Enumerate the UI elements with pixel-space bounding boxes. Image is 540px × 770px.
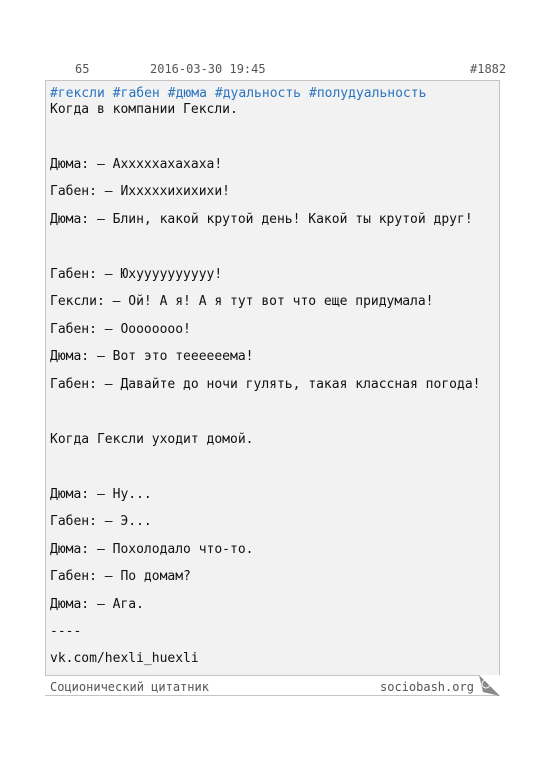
quote-line: Дюма: – Похолодало что-то. — [50, 542, 254, 557]
quote-line: Дюма: – Ну... — [50, 487, 152, 502]
site-name: Соционический цитатник — [50, 680, 209, 694]
tag-link[interactable]: #полудуальность — [309, 86, 427, 101]
quote-line: Когда в компании Гексли. — [50, 102, 238, 117]
quote-line: Дюма: – Ага. — [50, 597, 144, 612]
tag-link[interactable]: #гексли — [50, 86, 105, 101]
quote-line: Габен: – Юхуууууууууу! — [50, 267, 223, 282]
site-domain-link[interactable]: sociobash.org — [380, 680, 474, 694]
tag-link[interactable]: #дуальность — [214, 86, 301, 101]
quote-datetime: 2016-03-30 19:45 — [150, 62, 266, 76]
quote-id-link[interactable]: #1882 — [470, 62, 507, 76]
quote-line: Габен: – Э... — [50, 514, 152, 529]
quote-line: Дюма: – Блин, какой крутой день! Какой ты крутой друг! — [50, 212, 473, 227]
quote-line: Гексли: – Ой! А я! А я тут вот что еще придумала! — [50, 294, 434, 309]
quote-source-line: vk.com/hexli_huexli — [50, 651, 199, 666]
quote-line: Габен: – По домам? — [50, 569, 191, 584]
tag-link[interactable]: #габен — [112, 86, 160, 101]
quote-tags — [50, 86, 426, 102]
quote-line: Габен: – Давайте до ночи гулять, такая классная погода! — [50, 377, 481, 392]
quote-rating: 65 — [75, 62, 90, 76]
quote-line: Дюма: – Ахххххахахаха! — [50, 157, 223, 172]
footer-divider — [45, 695, 500, 696]
page-curl-icon — [479, 675, 500, 696]
quote-line: Когда Гексли уходит домой. — [50, 432, 254, 447]
quote-line: Дюма: – Вот это теееееема! — [50, 349, 254, 364]
tag-link[interactable]: #дюма — [167, 86, 207, 101]
quote-line: Габен: – Оооооооо! — [50, 322, 191, 337]
quote-line: Габен: – Ихххххихихихи! — [50, 184, 231, 199]
quote-separator: ---- — [50, 624, 82, 639]
